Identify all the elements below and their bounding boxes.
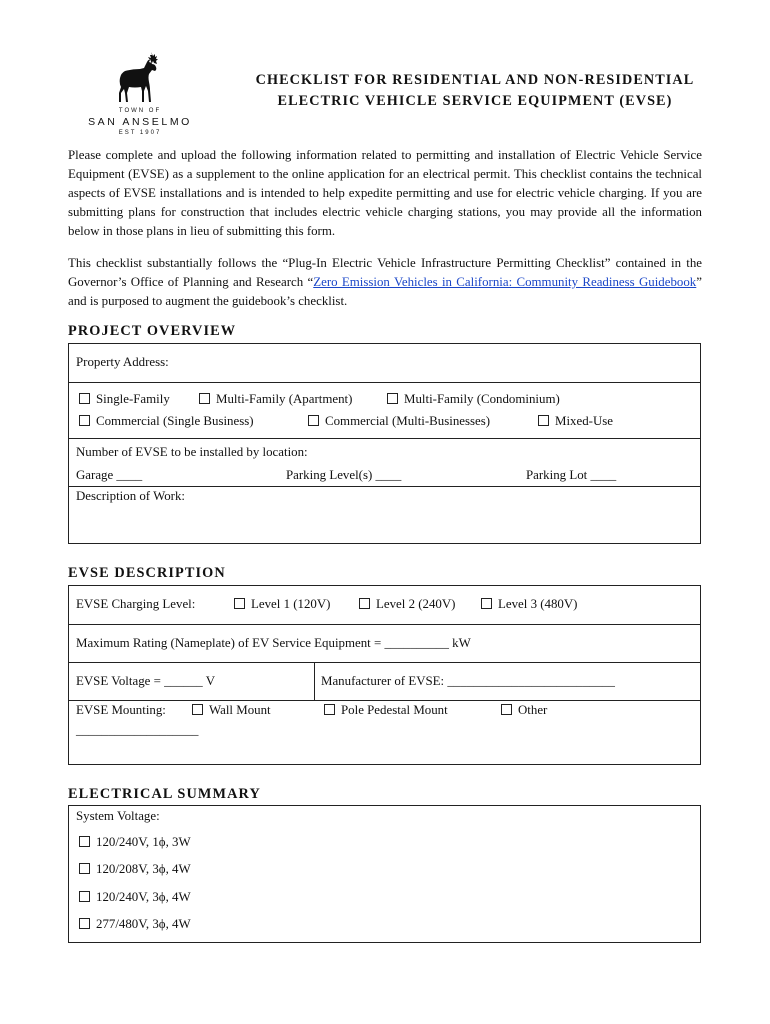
multi-family-condo-option[interactable] — [387, 392, 560, 407]
level1-label: Level 1 (120V) — [251, 597, 331, 611]
voltage-option-2-checkbox[interactable] — [79, 863, 90, 874]
manufacturer-field[interactable]: Manufacturer of EVSE: __________________________ — [321, 674, 615, 688]
description-row[interactable] — [69, 486, 700, 543]
garage-field[interactable]: Garage ____ — [76, 468, 143, 482]
intro-paragraph-1 — [68, 146, 702, 241]
multi-family-condo-label: Multi-Family (Condominium) — [404, 392, 560, 406]
mounting-label: EVSE Mounting: — [76, 703, 166, 717]
other-blank-field[interactable]: ___________________ — [76, 723, 199, 737]
commercial-multi-option[interactable] — [308, 414, 490, 429]
single-family-label: Single-Family — [96, 392, 170, 406]
column-divider — [314, 663, 315, 700]
charging-level-row — [69, 586, 700, 624]
property-address-row — [69, 344, 700, 382]
electrical-summary-box — [68, 805, 701, 943]
wall-mount-checkbox[interactable] — [192, 704, 203, 715]
logo-line-1: TOWN OF — [118, 108, 162, 114]
voltage-manufacturer-row — [69, 662, 700, 700]
wall-mount-label: Wall Mount — [209, 703, 271, 717]
project-overview-heading: PROJECT OVERVIEW — [68, 323, 237, 339]
parking-lot-field[interactable]: Parking Lot ____ — [526, 468, 617, 482]
pole-pedestal-option[interactable] — [324, 703, 448, 718]
multi-family-apartment-label: Multi-Family (Apartment) — [216, 392, 353, 406]
commercial-single-label: Commercial (Single Business) — [96, 414, 254, 428]
document-title — [215, 70, 735, 112]
multi-family-condo-checkbox[interactable] — [387, 393, 398, 404]
mixed-use-checkbox[interactable] — [538, 415, 549, 426]
evse-count-row — [69, 438, 700, 486]
voltage-option-2-label: 120/208V, 3ϕ, 4W — [96, 862, 191, 876]
intro-text-2-start: This checklist substantially follows the “Plug-In Electric Vehicle Infrastructure Permitting Checklist” contained in the Governor’s Office of Planning and Research “ — [68, 256, 702, 289]
project-overview-box — [68, 343, 701, 544]
wall-mount-option[interactable] — [192, 703, 271, 718]
guidebook-link[interactable]: Zero Emission Vehicles in California: Community Readiness Guidebook — [313, 275, 697, 289]
intro-text-2 — [68, 254, 702, 311]
property-type-row — [69, 382, 700, 438]
max-rating-field[interactable]: Maximum Rating (Nameplate) of EV Service Equipment = __________ kW — [76, 636, 471, 650]
single-family-checkbox[interactable] — [79, 393, 90, 404]
other-checkbox[interactable] — [501, 704, 512, 715]
level2-checkbox[interactable] — [359, 598, 370, 609]
description-label: Description of Work: — [76, 489, 185, 503]
max-rating-row — [69, 624, 700, 662]
intro-text-2-end: ” and is purposed to augment the guidebook’s checklist. — [68, 275, 702, 308]
voltage-option-3-checkbox[interactable] — [79, 891, 90, 902]
town-logo — [80, 46, 200, 141]
pole-pedestal-checkbox[interactable] — [324, 704, 335, 715]
commercial-multi-label: Commercial (Multi-Businesses) — [325, 414, 491, 428]
voltage-option-3-label: 120/240V, 3ϕ, 4W — [96, 890, 191, 904]
commercial-multi-checkbox[interactable] — [308, 415, 319, 426]
level3-label: Level 3 (480V) — [498, 597, 578, 611]
voltage-option-1-checkbox[interactable] — [79, 836, 90, 847]
level2-option[interactable] — [359, 597, 455, 612]
evse-count-label: Number of EVSE to be installed by location: — [76, 445, 308, 459]
level3-option[interactable] — [481, 597, 577, 612]
deer-icon — [114, 50, 166, 106]
commercial-single-checkbox[interactable] — [79, 415, 90, 426]
voltage-option-1-label: 120/240V, 1ϕ, 3W — [96, 835, 191, 849]
single-family-option[interactable] — [79, 392, 170, 407]
parking-levels-field[interactable]: Parking Level(s) ____ — [286, 468, 402, 482]
voltage-option-2[interactable] — [79, 862, 191, 877]
logo-line-2: SAN ANSELMO — [88, 116, 192, 128]
pole-pedestal-label: Pole Pedestal Mount — [341, 703, 448, 717]
level3-checkbox[interactable] — [481, 598, 492, 609]
voltage-option-3[interactable] — [79, 890, 191, 905]
level1-option[interactable] — [234, 597, 330, 612]
multi-family-apartment-checkbox[interactable] — [199, 393, 210, 404]
intro-paragraph-2 — [68, 254, 702, 311]
property-address-label: Property Address: — [76, 355, 169, 369]
title-line-1: CHECKLIST FOR RESIDENTIAL AND NON-RESIDENTIAL — [255, 72, 695, 88]
commercial-single-option[interactable] — [79, 414, 254, 429]
logo-line-3: EST 1907 — [118, 130, 162, 136]
other-label: Other — [518, 703, 548, 717]
other-option[interactable] — [501, 703, 547, 718]
voltage-option-4-label: 277/480V, 3ϕ, 4W — [96, 917, 191, 931]
voltage-option-1[interactable] — [79, 835, 191, 850]
electrical-summary-heading: ELECTRICAL SUMMARY — [68, 786, 261, 802]
voltage-option-4-checkbox[interactable] — [79, 918, 90, 929]
evse-voltage-field[interactable]: EVSE Voltage = ______ V — [76, 674, 216, 688]
evse-description-heading: EVSE DESCRIPTION — [68, 565, 226, 581]
mixed-use-option[interactable] — [538, 414, 613, 429]
title-line-2: ELECTRIC VEHICLE SERVICE EQUIPMENT (EVSE) — [277, 93, 673, 109]
charging-level-label: EVSE Charging Level: — [76, 597, 196, 611]
level1-checkbox[interactable] — [234, 598, 245, 609]
intro-text-1: Please complete and upload the following information related to permitting and installation of Electric Vehicle Service Equipment (EVSE) as a supplement to the online application for an electrical permit. This checklist contains the technical aspects of EVSE installations and is intended to help expedite permitting and use for electric vehicle charging. If you are submitting plans for construction that includes electric vehicle charging stations, you may provide all the information below in those plans in lieu of submitting this form. — [68, 148, 702, 238]
evse-description-box — [68, 585, 701, 765]
mounting-row — [69, 700, 700, 764]
mixed-use-label: Mixed-Use — [555, 414, 613, 428]
multi-family-apartment-option[interactable] — [199, 392, 352, 407]
voltage-option-4[interactable] — [79, 917, 191, 932]
system-voltage-label: System Voltage: — [76, 809, 160, 823]
level2-label: Level 2 (240V) — [376, 597, 456, 611]
